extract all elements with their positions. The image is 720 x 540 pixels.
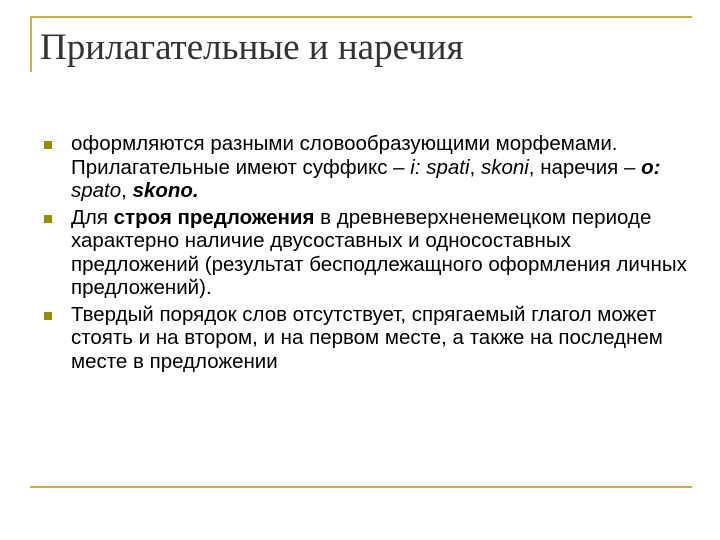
- square-bullet-icon: [44, 141, 52, 149]
- square-bullet-icon: [44, 215, 52, 223]
- bullet-text: оформляются разными словообразующими морфемами. Прилагательные имеют суффикс – i: spati, skoni, наречия – o: spato, skono.: [71, 132, 661, 202]
- bullet-item-suffixes: [48, 132, 688, 203]
- bullet-list: [48, 132, 688, 376]
- bullet-text: Твердый порядок слов отсутствует, спрягаемый глагол может стоять и на втором, и на первом месте, а также на последнем месте в предложении: [71, 302, 663, 373]
- bullet-text: Для строя предложения в древневерхненемецком периоде характерно наличие двусоставных и односоставных предложений (результат бесподлежащного оформления личных предложений).: [71, 205, 687, 299]
- bullet-item-word-order: [48, 303, 688, 374]
- title-accent-vertical-line: [30, 16, 32, 72]
- square-bullet-icon: [44, 312, 52, 320]
- title-accent-horizontal-line: [30, 16, 692, 18]
- footer-divider-line: [30, 486, 692, 488]
- bullet-item-sentence-structure: [48, 206, 688, 300]
- slide-title: Прилагательные и наречия: [40, 27, 464, 68]
